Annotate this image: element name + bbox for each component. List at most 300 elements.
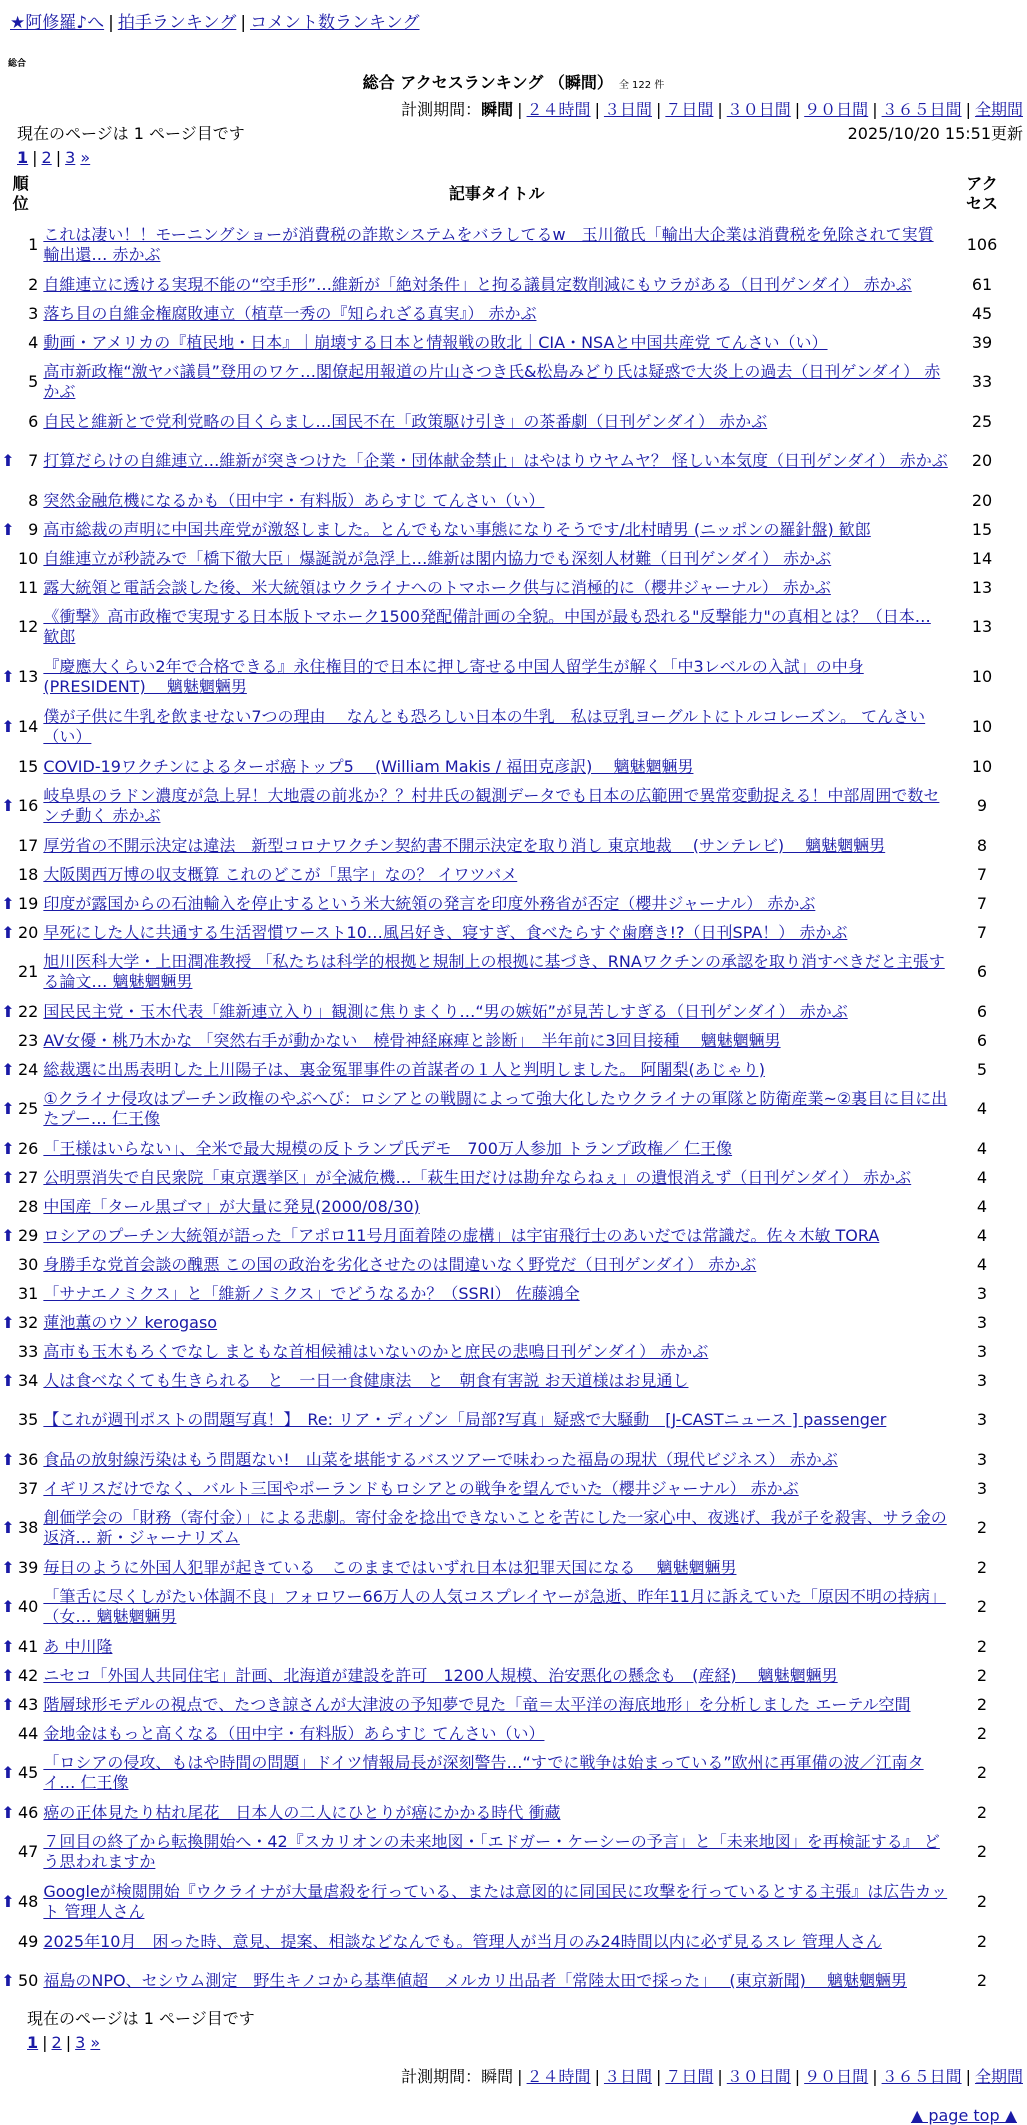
article-title-link[interactable]: イギリスだけでなく、バルト三国やポーランドもロシアとの戦争を望んでいた（櫻井ジャーナル） 赤かぶ — [43, 1478, 799, 1498]
rank-arrow-cell — [0, 1474, 16, 1503]
article-title-cell — [41, 1748, 952, 1798]
article-title-link[interactable]: 「ロシアの侵攻、もはや時間の問題」ドイツ情報局長が深刻警告…“すでに戦争は始まっている”欧州に再軍備の波／江南タイ… 仁王像 — [43, 1753, 924, 1792]
rank-number: 48 — [18, 1892, 39, 1911]
access-count: 2 — [976, 1971, 988, 1990]
period-link[interactable]: ３日間 — [603, 2067, 652, 2086]
access-count: 61 — [971, 274, 993, 294]
rank-number: 26 — [18, 1138, 39, 1158]
rank-number: 15 — [18, 756, 39, 776]
next-page-link[interactable]: » — [80, 148, 91, 167]
applause-ranking-link[interactable]: 拍手ランキング — [117, 13, 237, 33]
rank-number: 25 — [18, 1099, 39, 1118]
article-title-link[interactable]: 国民民主党・玉木代表「維新連立入り」観測に焦りまくり…“男の嫉妬”が見苦しすぎる（日刊ゲンダイ） 赤かぶ — [43, 1001, 848, 1021]
access-count: 2 — [976, 1842, 988, 1861]
access-count: 25 — [971, 411, 993, 431]
rank-arrow-cell — [0, 544, 16, 573]
table-row — [0, 1279, 1012, 1308]
page-link[interactable]: 1 — [17, 148, 29, 167]
article-title-cell — [41, 1474, 952, 1503]
rank-number: 8 — [28, 490, 39, 510]
pagination-top: 1 | 2 | 3 » — [17, 148, 91, 167]
article-title-cell — [41, 357, 952, 407]
current-page-text-bottom: 現在のページは 1 ページ目です — [27, 2009, 255, 2028]
article-title-cell — [41, 1134, 952, 1163]
table-row — [0, 436, 1012, 486]
access-count: 4 — [976, 1167, 988, 1187]
article-title-link[interactable]: 露大統領と電話会談した後、米大統領はウクライナへのトマホーク供与に消極的に（櫻井ジャーナル） 赤かぶ — [43, 577, 831, 597]
article-title-cell — [41, 889, 952, 918]
article-title-link[interactable]: 『慶應大くらい2年で合格できる』永住権目的で日本に押し寄せる中国人留学生が解く「中3レベルの入試」の中身 (PRESIDENT) 魑魅魍魎男 — [43, 657, 864, 696]
rank-up-arrow-icon: ⬆ — [1, 1099, 15, 1118]
access-count: 3 — [976, 1370, 988, 1390]
rank-number: 42 — [18, 1665, 39, 1685]
article-title-cell — [41, 407, 952, 436]
article-title-cell — [41, 702, 952, 752]
period-link[interactable]: ２４時間 — [526, 100, 591, 119]
access-count: 2 — [976, 1763, 988, 1782]
rank-arrow-cell — [0, 357, 16, 407]
rank-arrow-cell — [0, 1192, 16, 1221]
page-info — [0, 123, 1027, 145]
access-count: 45 — [971, 303, 993, 323]
article-title-link[interactable]: 福島のNPO、セシウム測定 野生キノコから基準値超 メルカリ出品者「常陸太田で採った」 (東京新聞) 魑魅魍魎男 — [43, 1971, 907, 1990]
article-title-link[interactable]: あ 中川隆 — [43, 1636, 113, 1656]
article-title-link[interactable]: 僕が子供に牛乳を飲ませない7つの理由 なんとも恐ろしい日本の牛乳 私は豆乳ヨーグルトにトルコレーズン。 てんさい（い） — [43, 707, 926, 746]
rank-up-arrow-icon: ⬆ — [1, 1763, 15, 1782]
article-title-link[interactable]: Googleが検閲開始『ウクライナが大量虐殺を行っている、または意図的に同国民に攻撃を行っているとする主張』は広告カット 管理人さん — [43, 1882, 948, 1921]
access-count: 39 — [971, 332, 993, 352]
table-row — [0, 299, 1012, 328]
rank-up-arrow-icon: ⬆ — [1, 893, 15, 913]
rank-up-arrow-icon: ⬆ — [1, 519, 15, 539]
article-title-link[interactable]: 高市新政権“激ヤバ議員”登用のワケ…閣僚起用報道の片山さつき氏&松島みどり氏は疑惑で大炎上の過去（日刊ゲンダイ） 赤かぶ — [43, 362, 941, 401]
article-title-link[interactable]: 公明票消失で自民衆院「東京選挙区」が全滅危機…「萩生田だけは勘弁ならねぇ」の遺恨消えず（日刊ゲンダイ） 赤かぶ — [43, 1167, 912, 1187]
article-title-link[interactable]: 「筆舌に尽くしがたい体調不良」フォロワー66万人の人気コスプレイヤーが急逝、昨年11月に訴えていた「原因不明の持病」（女… 魑魅魍魎男 — [43, 1587, 946, 1626]
article-title-link[interactable]: 中国産「タール黒ゴマ」が大量に発見(2000/08/30) — [43, 1196, 420, 1216]
table-row — [0, 486, 1012, 515]
article-title-link[interactable]: 《衝撃》高市政権で実現する日本版トマホーク1500発配備計画の全貌。中国が最も恐れる"反撃能力"の真相とは？（日本… 歓郎 — [43, 607, 931, 646]
rank-number: 27 — [18, 1167, 39, 1187]
table-row — [0, 652, 1012, 702]
article-title-cell — [41, 831, 952, 860]
table-row — [0, 1661, 1012, 1690]
table-row — [0, 602, 1012, 652]
rank-number: 30 — [18, 1254, 39, 1274]
article-title-link[interactable]: 大阪関西万博の収支概算 これのどこが「黒字」なの？ イワツバメ — [43, 864, 518, 884]
rank-up-arrow-icon: ⬆ — [1, 1636, 15, 1656]
table-row — [0, 997, 1012, 1026]
rank-number: 32 — [18, 1312, 39, 1332]
article-title-cell — [41, 1026, 952, 1055]
rank-arrow-cell — [0, 1337, 16, 1366]
article-title-cell — [41, 1956, 952, 2006]
rank-up-arrow-icon: ⬆ — [1, 1167, 15, 1187]
access-count: 2 — [976, 1597, 988, 1616]
rank-arrow-cell — [0, 407, 16, 436]
rank-number: 10 — [18, 548, 39, 568]
article-title-link[interactable]: 突然金融危機になるかも（田中宇・有料版）あらすじ てんさい（い） — [43, 490, 545, 510]
period-link[interactable]: ７日間 — [665, 100, 714, 119]
page-link[interactable]: 2 — [51, 2033, 62, 2052]
rank-number: 29 — [18, 1225, 39, 1245]
access-count: 3 — [976, 1312, 988, 1332]
article-title-link[interactable]: ニセコ「外国人共同住宅」計画、北海道が建設を許可 1200人規模、治安悪化の懸念も (産経) 魑魅魍魎男 — [43, 1665, 838, 1685]
table-row — [0, 1366, 1012, 1395]
rank-arrow-cell — [0, 573, 16, 602]
period-current: 瞬間 — [481, 2067, 514, 2086]
table-row — [0, 889, 1012, 918]
access-count: 20 — [971, 490, 993, 510]
rank-arrow-cell — [0, 1250, 16, 1279]
article-title-cell — [41, 270, 952, 299]
article-title-link[interactable]: ７回目の終了から転換開始へ・42『スカリオンの未来地図・「エドガー・ケーシーの予言」と「未来地図」を再検証する』 どう思われますか — [43, 1832, 940, 1871]
access-count: 2 — [976, 1557, 988, 1577]
article-title-link[interactable]: 人は食べなくても生きられる と 一日一食健康法 と 朝食有害説 お天道様はお見通し — [43, 1370, 689, 1390]
home-link[interactable]: ★阿修羅♪へ — [10, 13, 105, 33]
table-row — [0, 573, 1012, 602]
access-column-header: アクセス — [965, 174, 998, 213]
article-title-cell — [41, 1632, 952, 1661]
rank-arrow-cell — [0, 947, 16, 997]
access-count: 13 — [971, 617, 993, 636]
article-title-cell — [41, 947, 952, 997]
rank-number: 33 — [18, 1341, 39, 1361]
table-row — [0, 1134, 1012, 1163]
table-row — [0, 860, 1012, 889]
article-title-cell — [41, 652, 952, 702]
article-title-link[interactable]: COVID-19ワクチンによるターボ癌トップ5 (William Makis / 福田克彦訳) 魑魅魍魎男 — [43, 756, 694, 776]
access-count: 9 — [976, 796, 988, 815]
table-row — [0, 328, 1012, 357]
period-link[interactable]: 全期間 — [974, 100, 1023, 119]
article-title-link[interactable]: 【これが週刊ポストの問題写真！】 Re: リア・ディゾン「局部?写真」疑惑で大騒動 [J-CASTニュース ] passenger — [43, 1410, 887, 1429]
period-link[interactable]: ３６５日間 — [881, 2067, 962, 2086]
access-count: 2 — [976, 1665, 988, 1685]
rank-number: 37 — [18, 1478, 39, 1498]
article-title-cell — [41, 1798, 952, 1827]
table-row — [0, 1798, 1012, 1827]
article-title-link[interactable]: これは凄い！！モーニングショーが消費税の詐欺システムをバラしてるw 玉川徹氏「輸出大企業は消費税を免除されて実質 輸出還… 赤かぶ — [43, 225, 934, 264]
article-title-cell — [41, 602, 952, 652]
rank-arrow-cell — [0, 486, 16, 515]
article-title-link[interactable]: 2025年10月 困った時、意見、提案、相談などなんでも。管理人が当月のみ24時間以内に必ず見るスレ 管理人さん — [43, 1931, 882, 1951]
page-link[interactable]: 1 — [27, 2033, 39, 2052]
access-count: 15 — [971, 519, 993, 539]
top-nav: ★阿修羅♪へ | 拍手ランキング | コメント数ランキング — [10, 13, 420, 33]
period-link[interactable]: ３０日間 — [726, 2067, 791, 2086]
rank-up-arrow-icon: ⬆ — [1, 1138, 15, 1158]
article-title-cell — [41, 1308, 952, 1337]
article-title-link[interactable]: 階層球形モデルの視点で、たつき諒さんが大津波の予知夢で見た「竜＝太平洋の海底地形」を分析しました エーテル空間 — [43, 1694, 911, 1714]
rank-up-arrow-icon: ⬆ — [1, 1557, 15, 1577]
article-title-cell — [41, 1250, 952, 1279]
current-page-text: 現在のページは 1 ページ目です — [17, 124, 245, 143]
article-title-link[interactable]: 「王様はいらない」、全米で最大規模の反トランプ氏デモ 700万人参加 トランプ政権／ 仁王像 — [43, 1138, 733, 1158]
access-count: 4 — [976, 1196, 988, 1216]
access-count: 10 — [971, 667, 993, 686]
article-title-link[interactable]: 早死にした人に共通する生活習慣ワースト10…風呂好き、寝すぎ、食べたらすぐ歯磨き!?（日刊SPA！） 赤かぶ — [43, 922, 848, 942]
article-title-link[interactable]: 打算だらけの自維連立…維新が突きつけた「企業・団体献金禁止」はやはりウヤムヤ？ 怪しい本気度（日刊ゲンダイ） 赤かぶ — [43, 451, 948, 470]
article-title-link[interactable]: AV女優・桃乃木かな 「突然右手が動かない 橈骨神経麻痺と診断」 半年前に3回目接種 魑魅魍魎男 — [43, 1030, 781, 1050]
access-count: 6 — [976, 1030, 988, 1050]
article-title-link[interactable]: ロシアのプーチン大統領が語った「アポロ11号月面着陸の虚構」は宇宙飛行士のあいだでは常識だ。佐々木敏 TORA — [43, 1225, 880, 1245]
article-title-cell — [41, 860, 952, 889]
rank-number: 18 — [18, 864, 39, 884]
period-label: 計測期間： — [401, 100, 482, 119]
rank-number: 17 — [18, 835, 39, 855]
rank-arrow-cell — [0, 860, 16, 889]
article-title-link[interactable]: 動画・アメリカの『植民地・日本』｜崩壊する日本と情報戦の敗北｜CIA・NSAと中国共産党 てんさい（い） — [43, 332, 828, 352]
period-link[interactable]: ２４時間 — [526, 2067, 591, 2086]
rank-number: 5 — [28, 372, 39, 391]
article-title-link[interactable]: 食品の放射線汚染はもう問題ない! 山菜を堪能するバスツアーで味わった福島の現状（現代ビジネス） 赤かぶ — [43, 1449, 838, 1469]
article-title-cell — [41, 1279, 952, 1308]
period-label: 計測期間： — [401, 2067, 482, 2086]
access-count: 10 — [971, 717, 993, 736]
rank-number: 41 — [18, 1636, 39, 1656]
table-row — [0, 1877, 1012, 1927]
access-count: 4 — [976, 1225, 988, 1245]
access-count: 4 — [976, 1138, 988, 1158]
article-title-cell — [41, 1337, 952, 1366]
rank-number: 13 — [18, 667, 39, 686]
rank-number: 28 — [18, 1196, 39, 1216]
access-count: 10 — [971, 756, 993, 776]
ranking-table — [0, 170, 1012, 2006]
rank-arrow-cell — [0, 270, 16, 299]
period-link[interactable]: ９０日間 — [804, 2067, 869, 2086]
rank-up-arrow-icon: ⬆ — [1, 1518, 15, 1537]
rank-number: 49 — [18, 1931, 39, 1951]
rank-number: 19 — [18, 893, 39, 913]
article-title-link[interactable]: 落ち目の自維金権腐敗連立（植草一秀の『知られざる真実』） 赤かぶ — [43, 303, 537, 323]
article-title-link[interactable]: 「サナエノミクス」と「維新ノミクス」でどうなるか？（SSRI） 佐藤鴻全 — [43, 1283, 580, 1303]
article-title-cell — [41, 781, 952, 831]
ranking-heading — [0, 72, 1027, 97]
article-title-cell — [41, 1827, 952, 1877]
table-row — [0, 1748, 1012, 1798]
rank-number: 14 — [18, 717, 39, 736]
access-count: 13 — [971, 577, 993, 597]
period-link[interactable]: ３０日間 — [726, 100, 791, 119]
rank-number: 20 — [18, 922, 39, 942]
table-row — [0, 1337, 1012, 1366]
article-title-cell — [41, 1445, 952, 1474]
rank-number: 45 — [18, 1763, 39, 1782]
table-row — [0, 1956, 1012, 2006]
page-link[interactable]: 2 — [41, 148, 52, 167]
page-link[interactable]: 3 — [65, 148, 76, 167]
article-title-cell — [41, 1690, 952, 1719]
period-link[interactable]: ３日間 — [603, 100, 652, 119]
article-title-link[interactable]: 高市総裁の声明に中国共産党が激怒しました。とんでもない事態になりそうです/北村晴男 (ニッポンの羅針盤) 歓郎 — [43, 519, 871, 539]
access-count: 7 — [976, 922, 988, 942]
access-count: 6 — [976, 962, 988, 981]
article-title-link[interactable]: 旭川医科大学・上田潤准教授 「私たちは科学的根拠と規制上の根拠に基づき、RNAワクチンの承認を取り消すべきだと主張する論文… 魑魅魍魎男 — [43, 952, 945, 991]
pagination-bottom: 1 | 2 | 3 » — [27, 2033, 101, 2052]
rank-up-arrow-icon: ⬆ — [1, 1312, 15, 1332]
article-title-link[interactable]: 印度が露国からの石油輸入を停止するという米大統領の発言を印度外務省が否定（櫻井ジャーナル） 赤かぶ — [43, 893, 816, 913]
article-title-link[interactable]: 蓮池薫のウソ kerogaso — [43, 1312, 218, 1332]
rank-number: 46 — [18, 1802, 39, 1822]
article-title-link[interactable]: 身勝手な党首会談の醜悪 この国の政治を劣化させたのは間違いなく野党だ（日刊ゲンダイ） 赤かぶ — [43, 1254, 757, 1274]
article-title-link[interactable]: 岐阜県のラドン濃度が急上昇！大地震の前兆か？？村井氏の観測データでも日本の広範囲で異常変動捉える！中部周囲で数センチ動く 赤かぶ — [43, 786, 940, 825]
article-title-cell — [41, 299, 952, 328]
rank-number: 16 — [18, 796, 39, 815]
rank-up-arrow-icon: ⬆ — [1, 1370, 15, 1390]
article-title-link[interactable]: 毎日のように外国人犯罪が起きている このままではいずれ日本は犯罪天国になる 魑魅魍魎男 — [43, 1557, 737, 1577]
article-title-link[interactable]: 自維連立が秒読みで「橋下徹大臣」爆誕説が急浮上…維新は閣内協力でも深刻人材難（日刊ゲンダイ） 赤かぶ — [43, 548, 832, 568]
table-row — [0, 1553, 1012, 1582]
article-title-cell — [41, 1503, 952, 1553]
access-count: 4 — [976, 1099, 988, 1118]
table-row — [0, 220, 1012, 270]
table-row — [0, 1582, 1012, 1632]
access-count: 2 — [976, 1694, 988, 1714]
table-header-row — [0, 170, 1012, 220]
rank-arrow-cell — [0, 752, 16, 781]
period-current: 瞬間 — [481, 100, 514, 119]
table-row — [0, 544, 1012, 573]
access-count: 2 — [976, 1636, 988, 1656]
table-row — [0, 407, 1012, 436]
ranking-title: 総合 アクセスランキング （瞬間） — [362, 73, 613, 92]
table-row — [0, 1221, 1012, 1250]
table-row — [0, 1192, 1012, 1221]
article-title-cell — [41, 1055, 952, 1084]
article-title-cell — [41, 1366, 952, 1395]
rank-arrow-cell — [0, 1719, 16, 1748]
rank-number: 39 — [18, 1557, 39, 1577]
table-row — [0, 1250, 1012, 1279]
article-title-cell — [41, 1084, 952, 1134]
rank-number: 43 — [18, 1694, 39, 1714]
rank-number: 3 — [28, 303, 39, 323]
rank-up-arrow-icon: ⬆ — [1, 1597, 15, 1616]
next-page-link[interactable]: » — [90, 2033, 101, 2052]
title-column-header: 記事タイトル — [448, 184, 545, 203]
article-title-cell — [41, 1395, 952, 1445]
article-title-cell — [41, 515, 952, 544]
article-title-link[interactable]: 自民と維新とで党利党略の目くらまし…国民不在「政策駆け引き」の茶番劇（日刊ゲンダイ） 赤かぶ — [43, 411, 768, 431]
access-count: 4 — [976, 1254, 988, 1274]
rank-up-arrow-icon: ⬆ — [1, 1225, 15, 1245]
period-link[interactable]: ７日間 — [665, 2067, 714, 2086]
rank-number: 34 — [18, 1370, 39, 1390]
period-link[interactable]: 全期間 — [974, 2067, 1023, 2086]
rank-number: 21 — [18, 962, 39, 981]
article-title-link[interactable]: 創価学会の「財務（寄付金）」による悲劇。寄付金を捻出できないことを苦にした一家心中、夜逃げ、我が子を殺害、サラ金の返済… 新・ジャーナリズム — [43, 1508, 947, 1547]
rank-arrow-cell — [0, 1927, 16, 1956]
rank-up-arrow-icon: ⬆ — [1, 796, 15, 815]
article-title-link[interactable]: 癌の正体見たり枯れ尾花 日本人の二人にひとりが癌にかかる時代 衝藏 — [43, 1802, 561, 1822]
access-count: 2 — [976, 1892, 988, 1911]
article-title-cell — [41, 486, 952, 515]
article-title-link[interactable]: 高市も玉木もろくでなし まともな首相候補はいないのかと庶民の悲鳴日刊ゲンダイ） 赤かぶ — [43, 1341, 709, 1361]
rank-up-arrow-icon: ⬆ — [1, 1802, 15, 1822]
rank-arrow-cell — [0, 831, 16, 860]
article-title-link[interactable]: ①クライナ侵攻はプーチン政権のやぶへび：ロシアとの戦闘によって強大化したウクライナの軍隊と防衛産業~②裏目に目に出たプー… 仁王像 — [43, 1089, 948, 1128]
access-count: 2 — [976, 1518, 988, 1537]
rank-number: 31 — [18, 1283, 39, 1303]
access-count: 20 — [971, 451, 993, 470]
article-title-link[interactable]: 総裁選に出馬表明した上川陽子は、裏金冤罪事件の首謀者の１人と判明しました。 阿闍梨(あじゃり) — [43, 1059, 765, 1079]
table-row — [0, 1026, 1012, 1055]
table-row — [0, 270, 1012, 299]
table-row — [0, 1474, 1012, 1503]
access-count: 3 — [976, 1478, 988, 1498]
rank-number: 44 — [18, 1723, 39, 1743]
rank-number: 35 — [18, 1410, 39, 1429]
access-count: 33 — [971, 372, 993, 391]
article-title-cell — [41, 1582, 952, 1632]
access-count: 6 — [976, 1001, 988, 1021]
rank-arrow-cell — [0, 299, 16, 328]
article-title-cell — [41, 436, 952, 486]
access-count: 2 — [976, 1723, 988, 1743]
rank-arrow-cell — [0, 328, 16, 357]
article-title-cell — [41, 1553, 952, 1582]
article-title-cell — [41, 997, 952, 1026]
table-row — [0, 1308, 1012, 1337]
table-row — [0, 515, 1012, 544]
period-selector-bottom: 計測期間：瞬間 | ２４時間 | ３日間 | ７日間 | ３０日間 | ９０日間 | ３６５日間 | 全期間 — [401, 2067, 1023, 2086]
page-top-link[interactable]: ▲ page top ▲ — [910, 2106, 1017, 2125]
access-count: 5 — [976, 1059, 988, 1079]
table-row — [0, 1084, 1012, 1134]
table-row — [0, 918, 1012, 947]
ranking-body — [0, 220, 1012, 2006]
rank-arrow-cell — [0, 602, 16, 652]
rank-column-header: 順位 — [12, 174, 29, 213]
rank-number: 9 — [28, 519, 39, 539]
access-count: 3 — [976, 1341, 988, 1361]
access-count: 3 — [976, 1449, 988, 1469]
access-count: 3 — [976, 1410, 988, 1429]
table-row — [0, 752, 1012, 781]
rank-number: 40 — [18, 1597, 39, 1616]
article-title-link[interactable]: 自維連立に透ける実現不能の“空手形”…維新が「絶対条件」と拘る議員定数削減にもウラがある（日刊ゲンダイ） 赤かぶ — [43, 274, 912, 294]
article-title-link[interactable]: 厚労省の不開示決定は違法 新型コロナワクチン契約書不開示決定を取り消し 東京地裁 (サンテレビ) 魑魅魍魎男 — [43, 835, 886, 855]
rank-up-arrow-icon: ⬆ — [1, 1449, 15, 1469]
table-row — [0, 781, 1012, 831]
article-title-cell — [41, 220, 952, 270]
table-row — [0, 1927, 1012, 1956]
access-count: 2 — [976, 1802, 988, 1822]
article-title-link[interactable]: 金地金はもっと高くなる（田中宇・有料版）あらすじ てんさい（い） — [43, 1723, 545, 1743]
period-link[interactable]: ９０日間 — [804, 100, 869, 119]
updated-timestamp: 2025/10/20 15:51更新 — [847, 124, 1023, 143]
article-title-cell — [41, 1192, 952, 1221]
rank-number: 4 — [28, 332, 39, 352]
article-title-cell — [41, 1221, 952, 1250]
rank-number: 24 — [18, 1059, 39, 1079]
period-link[interactable]: ３６５日間 — [881, 100, 962, 119]
table-row — [0, 1503, 1012, 1553]
access-count: 14 — [971, 548, 993, 568]
page-link[interactable]: 3 — [75, 2033, 86, 2052]
access-count: 7 — [976, 893, 988, 913]
access-count: 3 — [976, 1283, 988, 1303]
article-title-cell — [41, 544, 952, 573]
table-row — [0, 1827, 1012, 1877]
table-row — [0, 831, 1012, 860]
table-row — [0, 947, 1012, 997]
table-row — [0, 1055, 1012, 1084]
rank-up-arrow-icon: ⬆ — [1, 1694, 15, 1714]
comment-ranking-link[interactable]: コメント数ランキング — [250, 13, 420, 33]
rank-number: 38 — [18, 1518, 39, 1537]
